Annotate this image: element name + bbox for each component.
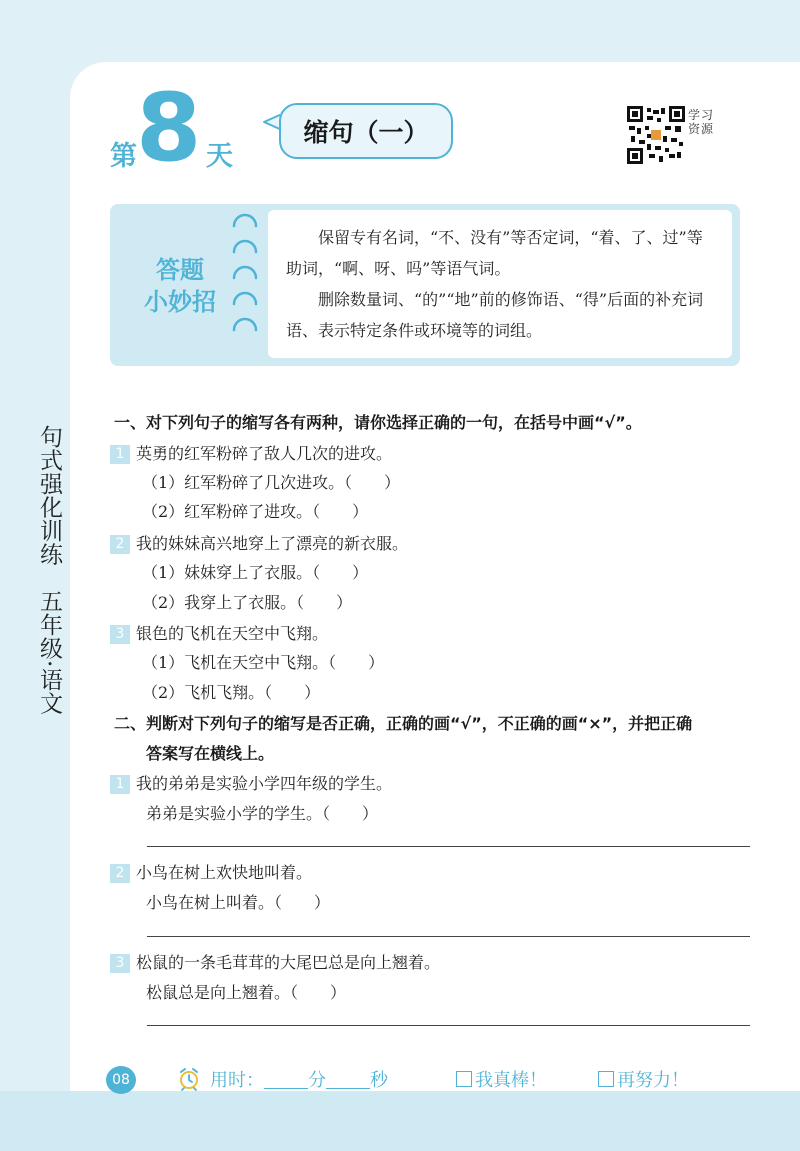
option[interactable]: （1）红军粉碎了几次进攻。（ ）	[142, 473, 401, 492]
bottom-band	[0, 1091, 800, 1151]
tip-box	[110, 204, 740, 366]
short-sentence[interactable]: 小鸟在树上叫着。（ ）	[146, 893, 331, 912]
self-assess-good[interactable]: 我真棒！	[456, 1066, 547, 1092]
checkbox[interactable]	[456, 1071, 472, 1087]
question-1-3: 3 银色的飞机在天空中飞翔。	[110, 621, 328, 644]
question-number: 2	[110, 864, 130, 883]
lesson-title: 缩句（一）	[279, 103, 453, 159]
option[interactable]: （1）飞机在天空中飞翔。（ ）	[142, 653, 385, 672]
question-2-1: 1 我的弟弟是实验小学四年级的学生。	[110, 771, 392, 794]
side-title: 句式强化训练 五年级·语文	[36, 425, 62, 715]
tip-paragraph: 保留专有名词，“不、没有”等否定词，“着、了、过”等助词，“啊、呀、吗”等语气词。	[286, 228, 703, 278]
question-number: 3	[110, 625, 130, 644]
day-prefix: 第	[110, 141, 137, 172]
question-number: 2	[110, 535, 130, 554]
option[interactable]: （2）红军粉碎了进攻。（ ）	[142, 502, 369, 521]
section2-title: 二、判断对下列句子的缩写是否正确，正确的画“√”，不正确的画“×”，并把正确	[114, 714, 693, 733]
qr-label: 学 习 资 源	[688, 108, 714, 136]
self-assess-try[interactable]: 再努力！	[598, 1066, 689, 1092]
day-number: 8	[136, 74, 202, 183]
binder-rings-icon	[230, 210, 260, 360]
page-number: 08	[106, 1066, 136, 1094]
day-label	[110, 74, 240, 183]
time-label: 用时：	[210, 1070, 264, 1091]
tip-paragraph: 删除数量词、“的”“地”前的修饰语、“得”后面的补充词语、表示特定条件或环境等的词组。	[286, 290, 704, 340]
question-number: 3	[110, 954, 130, 973]
section1-title: 一、对下列句子的缩写各有两种，请你选择正确的一句，在括号中画“√”。	[114, 413, 642, 432]
question-2-3: 3 松鼠的一条毛茸茸的大尾巴总是向上翘着。	[110, 950, 440, 973]
minutes-blank[interactable]	[264, 1070, 308, 1089]
question-1-1: 1 英勇的红军粉碎了敌人几次的进攻。	[110, 441, 392, 464]
minute-label: 分	[308, 1070, 326, 1091]
option[interactable]: （2）飞机飞翔。（ ）	[142, 683, 321, 702]
day-suffix: 天	[206, 141, 233, 172]
qr-code-icon[interactable]	[627, 106, 685, 164]
checkbox[interactable]	[598, 1071, 614, 1087]
section2-title-cont: 答案写在横线上。	[146, 744, 275, 763]
short-sentence[interactable]: 弟弟是实验小学的学生。（ ）	[146, 804, 379, 823]
short-sentence[interactable]: 松鼠总是向上翘着。（ ）	[146, 983, 347, 1002]
question-number: 1	[110, 775, 130, 794]
answer-line[interactable]	[147, 846, 750, 847]
tip-text	[268, 210, 732, 358]
time-record	[210, 1066, 388, 1092]
question-number: 1	[110, 445, 130, 464]
answer-line[interactable]	[147, 936, 750, 937]
alarm-clock-icon	[178, 1067, 200, 1091]
seconds-blank[interactable]	[326, 1070, 370, 1089]
answer-line[interactable]	[147, 1025, 750, 1026]
second-label: 秒	[370, 1070, 388, 1091]
option[interactable]: （1）妹妹穿上了衣服。（ ）	[142, 563, 369, 582]
option[interactable]: （2）我穿上了衣服。（ ）	[142, 593, 353, 612]
tip-heading: 答题 小妙招	[144, 255, 216, 316]
question-2-2: 2 小鸟在树上欢快地叫着。	[110, 860, 312, 883]
question-1-2: 2 我的妹妹高兴地穿上了漂亮的新衣服。	[110, 531, 408, 554]
